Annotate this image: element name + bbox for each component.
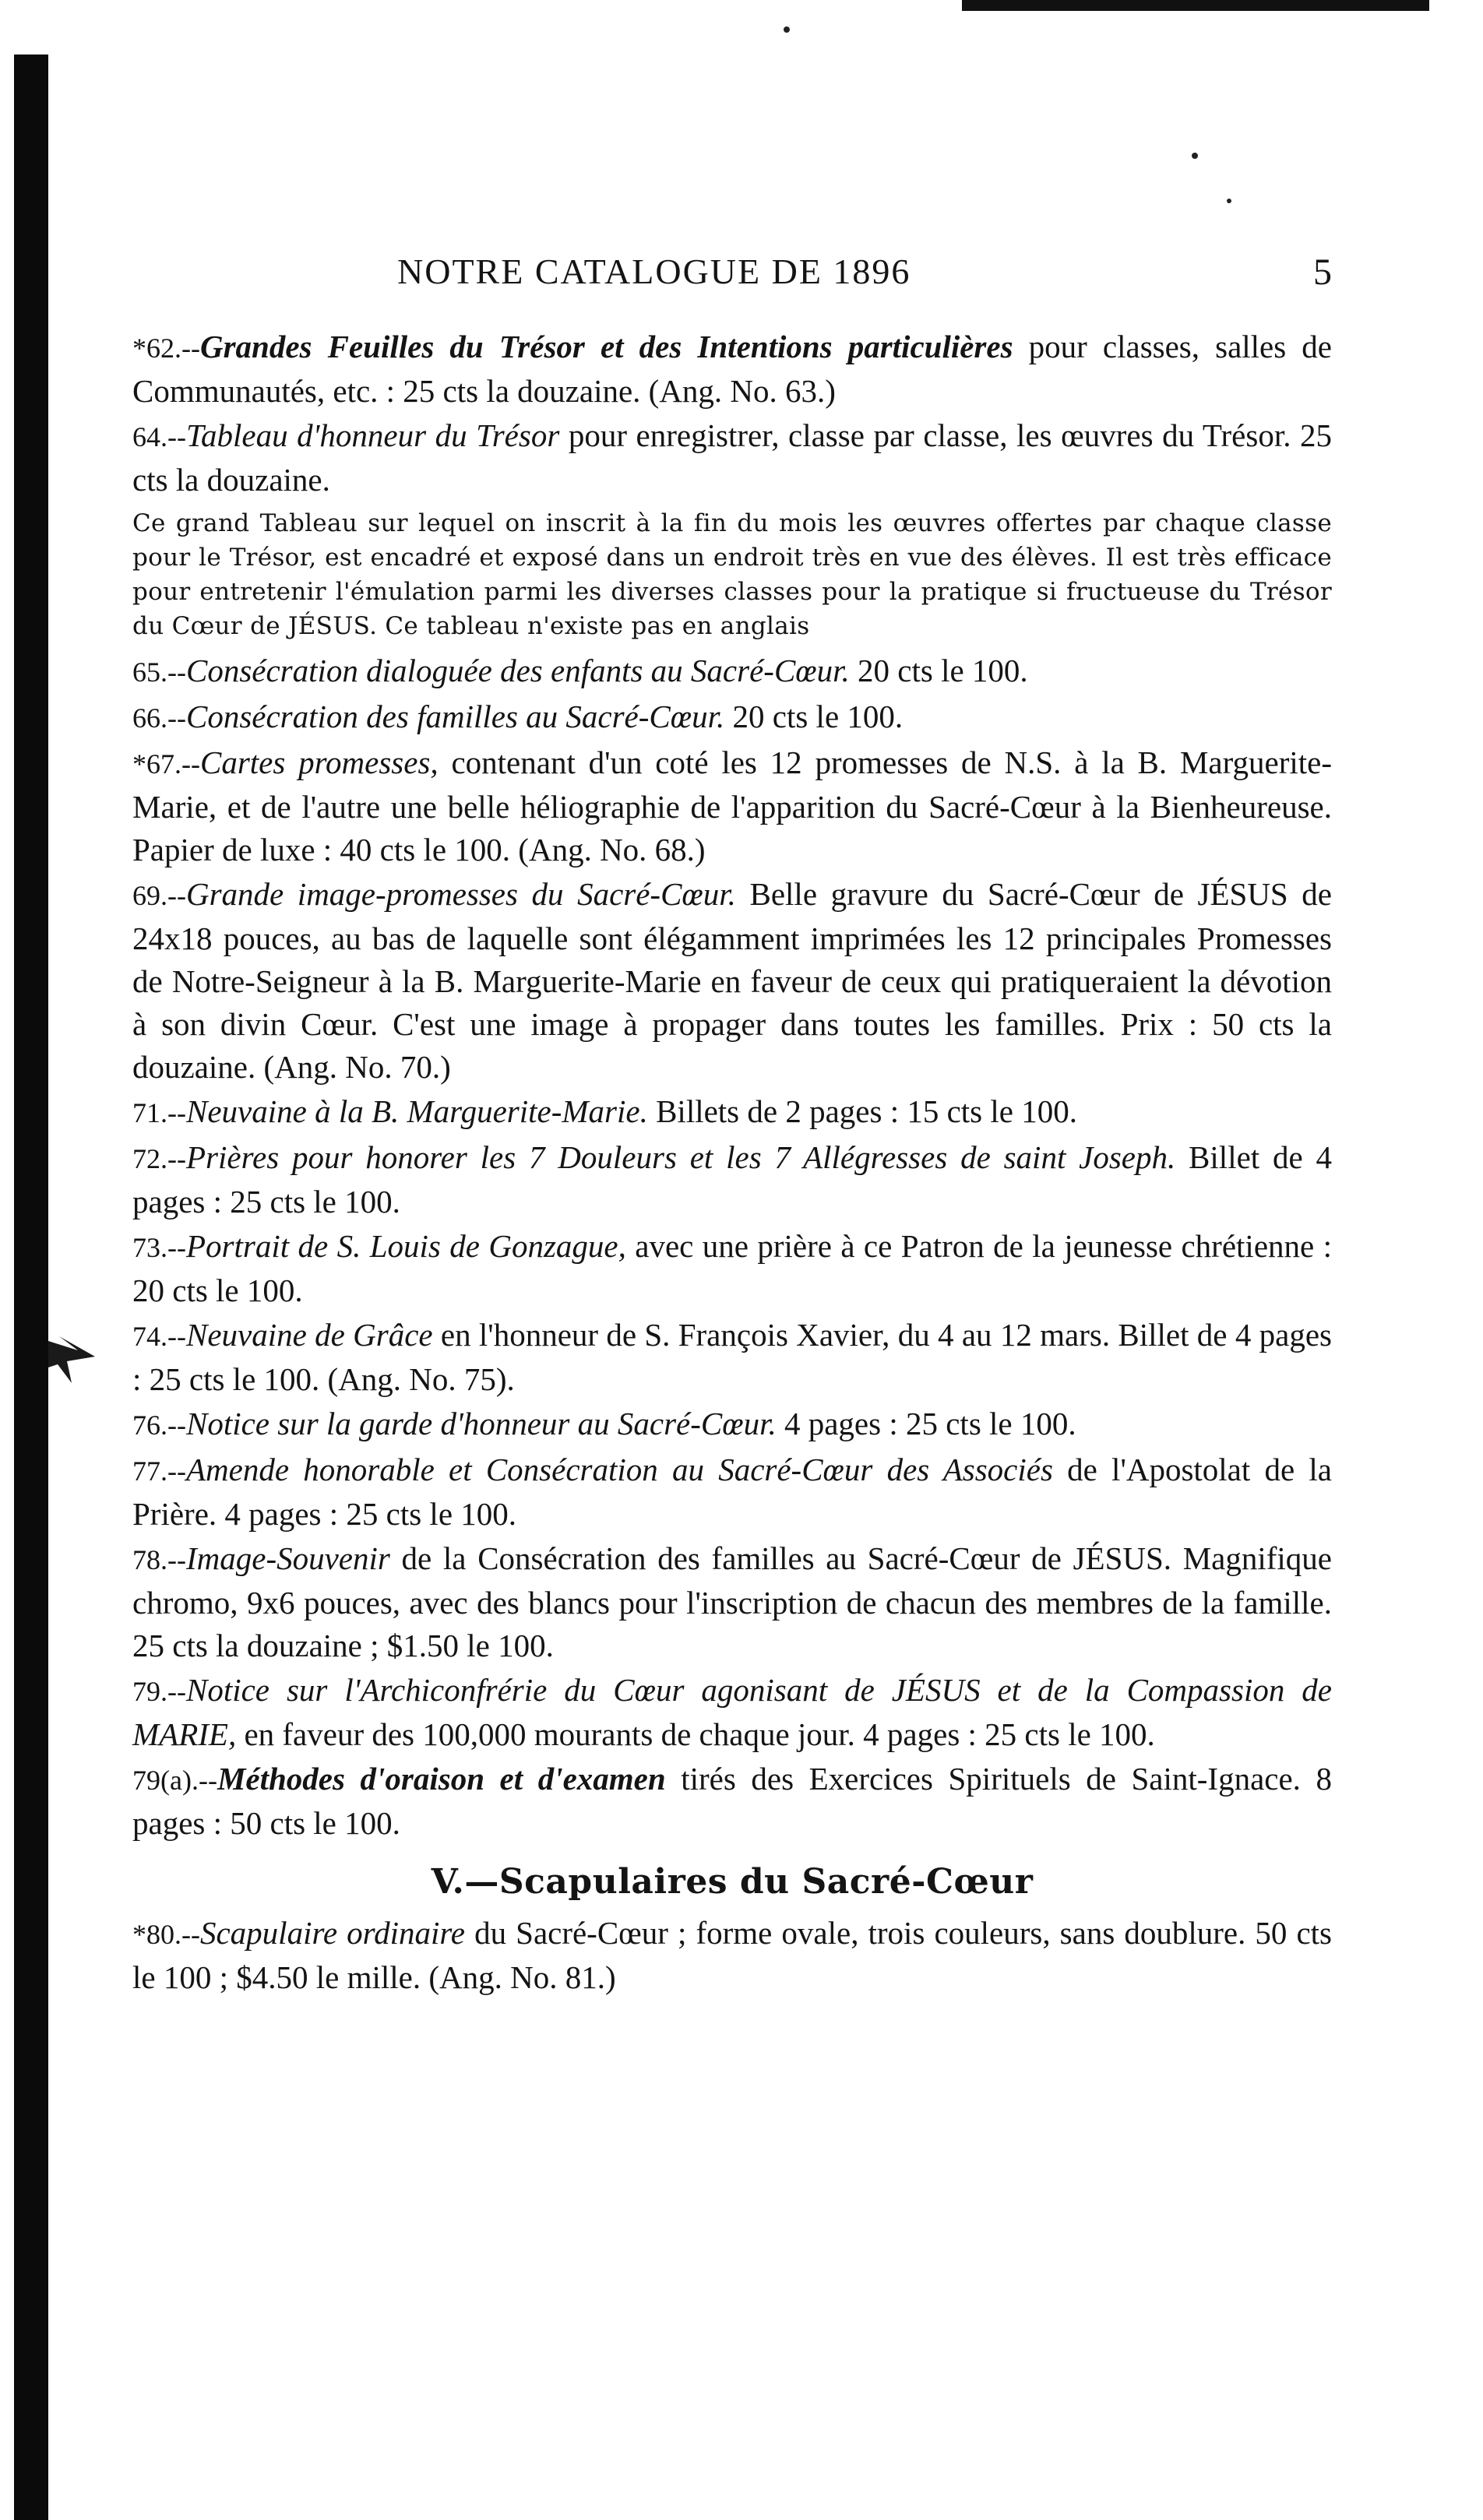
entry-title: Cartes promesses, (199, 744, 439, 780)
entry-title: Méthodes d'oraison et d'examen (217, 1761, 666, 1797)
catalogue-text (132, 326, 1332, 2001)
entry-title: Consécration dialoguée des enfants au Sacré-Cœur. (185, 653, 850, 688)
catalogue-entry (132, 1403, 1332, 1447)
footnote: Ce grand Tableau sur lequel on inscrit à la fin du mois les œuvres offertes par chaque classe pour le Trésor, est encadré et exposé dans un endroit très en vue des élèves. Il est très efficace pour entretenir l'émulation parmi les diverses classes pour la pratique si fructueuse du Trésor du Cœur de JÉSUS. Ce tableau n'existe pas en anglais (132, 509, 1332, 640)
entry-text: Billet de 4 pages : 25 cts le 100. (132, 1139, 1332, 1220)
entry-title: Scapulaire ordinaire (199, 1915, 466, 1951)
entry-text: pour enregistrer, classe par classe, les œuvres du Trésor. 25 cts la douzaine. (132, 417, 1333, 498)
catalogue-entry (132, 1912, 1332, 1999)
entry-number: 79.-- (132, 1676, 186, 1707)
entry-number: *67.-- (132, 748, 200, 780)
catalogue-entry (132, 1090, 1332, 1135)
catalogue-entry (132, 1314, 1332, 1401)
catalogue-entry (132, 1758, 1332, 1845)
entry-title: Notice sur la garde d'honneur au Sacré-Cœur. (185, 1406, 777, 1441)
entry-text: tirés des Exercices Spirituels de Saint-Ignace. 8 pages : 50 cts le 100. (132, 1761, 1332, 1841)
catalogue-entry (132, 1448, 1332, 1536)
running-head (132, 251, 1332, 297)
entry-title: Notice sur l'Archiconfrérie du Cœur agonisant de JÉSUS et de la Compassion de MARIE, (132, 1672, 1332, 1752)
catalogue-entry (132, 1669, 1332, 1756)
entry-text: avec une prière à ce Patron de la jeunesse chrétienne : 20 cts le 100. (132, 1228, 1332, 1308)
entry-text: contenant d'un coté les 12 promesses de N.S. à la B. Marguerite-Marie, et de l'autre une belle héliographie de l'apparition du Sacré-Cœur à la Bienheureuse. Papier de luxe : 40 cts le 100. (Ang. No. 68.) (132, 744, 1332, 868)
entry-title: Neuvaine de Grâce (185, 1317, 433, 1353)
page-number: 5 (1313, 252, 1332, 293)
entry-text: de l'Apostolat de la Prière. 4 pages : 25 cts le 100. (132, 1452, 1333, 1532)
page-tear-mark (48, 1333, 111, 1388)
entry-text: 4 pages : 25 cts le 100. (776, 1406, 1076, 1441)
catalogue-entry (132, 1537, 1332, 1667)
entry-number: 69.-- (132, 880, 186, 911)
entry-number: *62.-- (132, 333, 200, 364)
entry-title: Neuvaine à la B. Marguerite-Marie. (185, 1093, 648, 1129)
entry-text: de la Consécration des familles au Sacré-Cœur de JÉSUS. Magnifique chromo, 9x6 pouces, avec des blancs pour l'inscription de chacun des membres de la famille. 25 cts la douzaine ; $1.50 le 100. (132, 1540, 1332, 1663)
entry-number: 64.-- (132, 421, 186, 452)
entry-title: Amende honorable et Consécration au Sacré-Cœur des Associés (185, 1452, 1053, 1487)
catalogue-entry (132, 1225, 1332, 1312)
entry-text: 20 cts le 100. (849, 653, 1028, 688)
entry-title: Tableau d'honneur du Trésor (185, 417, 560, 453)
scan-edge-mark (962, 0, 1429, 11)
catalogue-entry (132, 326, 1332, 413)
ink-speck (1192, 153, 1198, 159)
entry-number: 74.-- (132, 1321, 186, 1352)
entry-text: Belle gravure du Sacré-Cœur de JÉSUS de 24x18 pouces, au bas de laquelle sont élégamment imprimées les 12 principales Promesses de Notre-Seigneur à la B. Marguerite-Marie en faveur de ceux qui pratiqueraient la dévotion à son divin Cœur. C'est une image à propager dans toutes les familles. Prix : 50 cts la douzaine. (Ang. No. 70.) (132, 876, 1332, 1085)
entry-text: Billets de 2 pages : 15 cts le 100. (647, 1093, 1077, 1129)
catalogue-entry (132, 873, 1332, 1089)
entry-number: 71.-- (132, 1097, 186, 1128)
entry-title: Portrait de S. Louis de Gonzague, (185, 1228, 626, 1264)
binding-shadow (14, 55, 48, 2520)
catalogue-entry (132, 695, 1332, 740)
entry-number: 77.-- (132, 1455, 186, 1487)
entry-title: Image-Souvenir (185, 1540, 390, 1576)
entry-text: en faveur des 100,000 mourants de chaque jour. 4 pages : 25 cts le 100. (236, 1716, 1155, 1752)
entry-title: Prières pour honorer les 7 Douleurs et les 7 Allégresses de saint Joseph. (185, 1139, 1176, 1175)
entry-number: *80.-- (132, 1919, 200, 1950)
entry-text: du Sacré-Cœur ; forme ovale, trois couleurs, sans doublure. 50 cts le 100 ; $4.50 le mille. (Ang. No. 81.) (132, 1915, 1332, 1995)
entry-number: 65.-- (132, 656, 186, 688)
running-title: NOTRE CATALOGUE DE 1896 (397, 252, 911, 291)
entry-text: en l'honneur de S. François Xavier, du 4 au 12 mars. Billet de 4 pages : 25 cts le 100. (Ang. No. 75). (132, 1317, 1332, 1397)
catalogue-entry (132, 649, 1332, 694)
entry-number: 72.-- (132, 1143, 186, 1174)
entry-text: pour classes, salles de Communautés, etc. : 25 cts la douzaine. (Ang. No. 63.) (132, 329, 1332, 409)
entry-number: 79(a).-- (132, 1765, 217, 1796)
entry-number: 76.-- (132, 1410, 186, 1441)
ink-speck (784, 26, 790, 33)
entry-title: Grande image-promesses du Sacré-Cœur. (185, 876, 736, 912)
catalogue-entry (132, 414, 1332, 502)
entry-number: 78.-- (132, 1544, 186, 1575)
ink-speck (1227, 199, 1231, 203)
entry-number: 73.-- (132, 1232, 186, 1263)
entry-number: 66.-- (132, 702, 186, 734)
catalogue-entry (132, 741, 1332, 871)
entry-text: 20 cts le 100. (724, 699, 904, 734)
catalogue-entry (132, 1136, 1332, 1223)
entry-title: Grandes Feuilles du Trésor et des Intentions particulières (199, 329, 1013, 364)
entry-title: Consécration des familles au Sacré-Cœur. (185, 699, 725, 734)
section-heading: V.—Scapulaires du Sacré-Cœur (431, 1862, 1034, 1902)
